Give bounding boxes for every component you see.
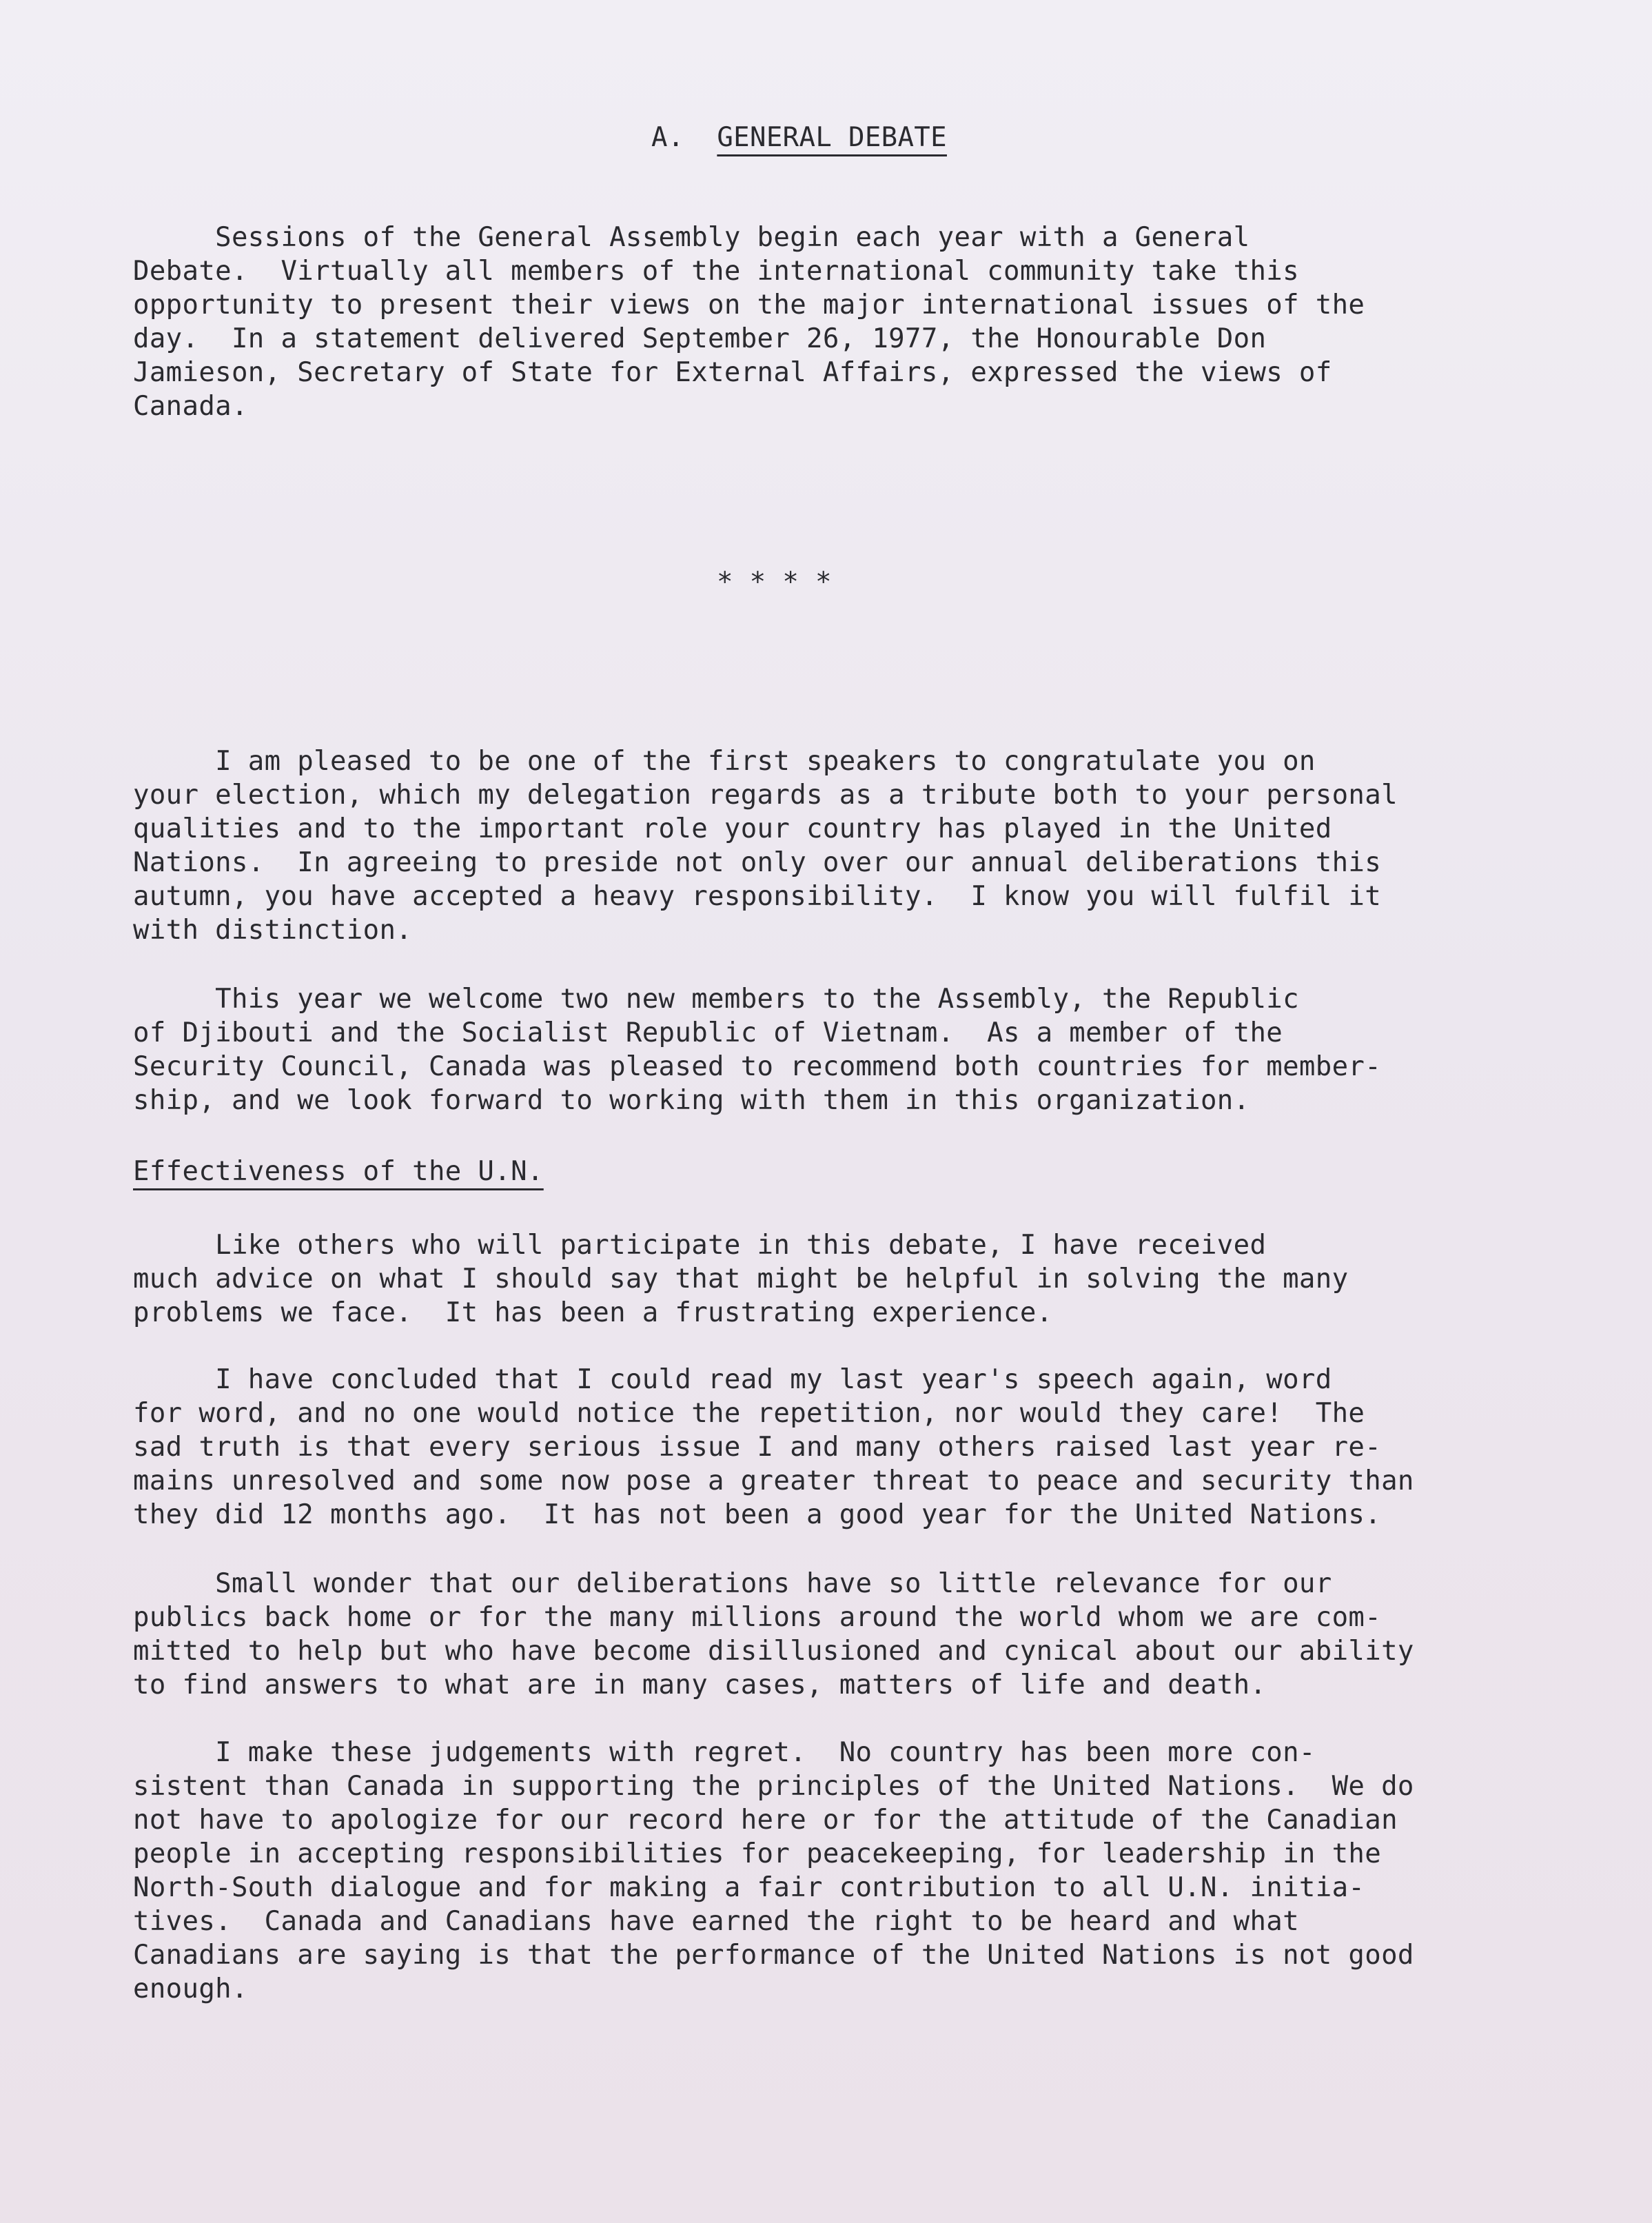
- section-title: GENERAL DEBATE: [717, 122, 947, 153]
- separator-stars: * * * *: [717, 567, 832, 598]
- paragraph-new-members: This year we welcome two new members to the Assembly, the Republic of Djibouti and the Socialist Republic of Vietnam. As a member of the Security Council, Canada was pleased to recommend both countries for member- ship, and we look forward to working with them in this organization.: [133, 984, 1382, 1116]
- paragraph-last-year: I have concluded that I could read my last year's speech again, word for word, and no one would notice the repetition, nor would they care! The sad truth is that every serious issue I and many others raised last year re- mains unresolved and some now pose a greater threat to peace and security than they did 12 months ago. It has not been a good year for the United Nations.: [133, 1364, 1414, 1530]
- intro-paragraph: Sessions of the General Assembly begin each year with a General Debate. Virtually all members of the international community take this opportunity to present their views on the major international issues of the day. In a statement delivered September 26, 1977, the Honourable Don Jamieson, Secretary of State for External Affairs, expressed the views of Canada.: [133, 222, 1365, 422]
- section-letter: A.: [651, 122, 684, 153]
- subheading-effectiveness: Effectiveness of the U.N.: [133, 1156, 544, 1187]
- paragraph-small-wonder: Small wonder that our deliberations have so little relevance for our publics back home or for the many millions around the world whom we are com- mitted to help but who have become disillusioned and cynical about our ability to find answers to what are in many cases, matters of life and death.: [133, 1568, 1414, 1701]
- paragraph-judgements: I make these judgements with regret. No country has been more con- sistent than Canada in supporting the principles of the United Nations. We do not have to apologize for our record here or for the attitude of the Canadian people in accepting responsibilities for peacekeeping, for leadership in the North-South dialogue and for making a fair contribution to all U.N. initia- tives. Canada and Canadians have earned the right to be heard and what Canadians are saying is that the performance of the United Nations is not good enough.: [133, 1737, 1414, 2004]
- paragraph-advice: Like others who will participate in this debate, I have received much advice on what I should say that might be helpful in solving the many problems we face. It has been a frustrating experience.: [133, 1230, 1349, 1328]
- section-heading: [651, 121, 947, 154]
- paragraph-congratulations: I am pleased to be one of the first speakers to congratulate you on your election, which my delegation regards as a tribute both to your personal qualities and to the important role your country has played in the United Nations. In agreeing to preside not only over our annual deliberations this autumn, you have accepted a heavy responsibility. I know you will fulfil it with distinction.: [133, 746, 1398, 946]
